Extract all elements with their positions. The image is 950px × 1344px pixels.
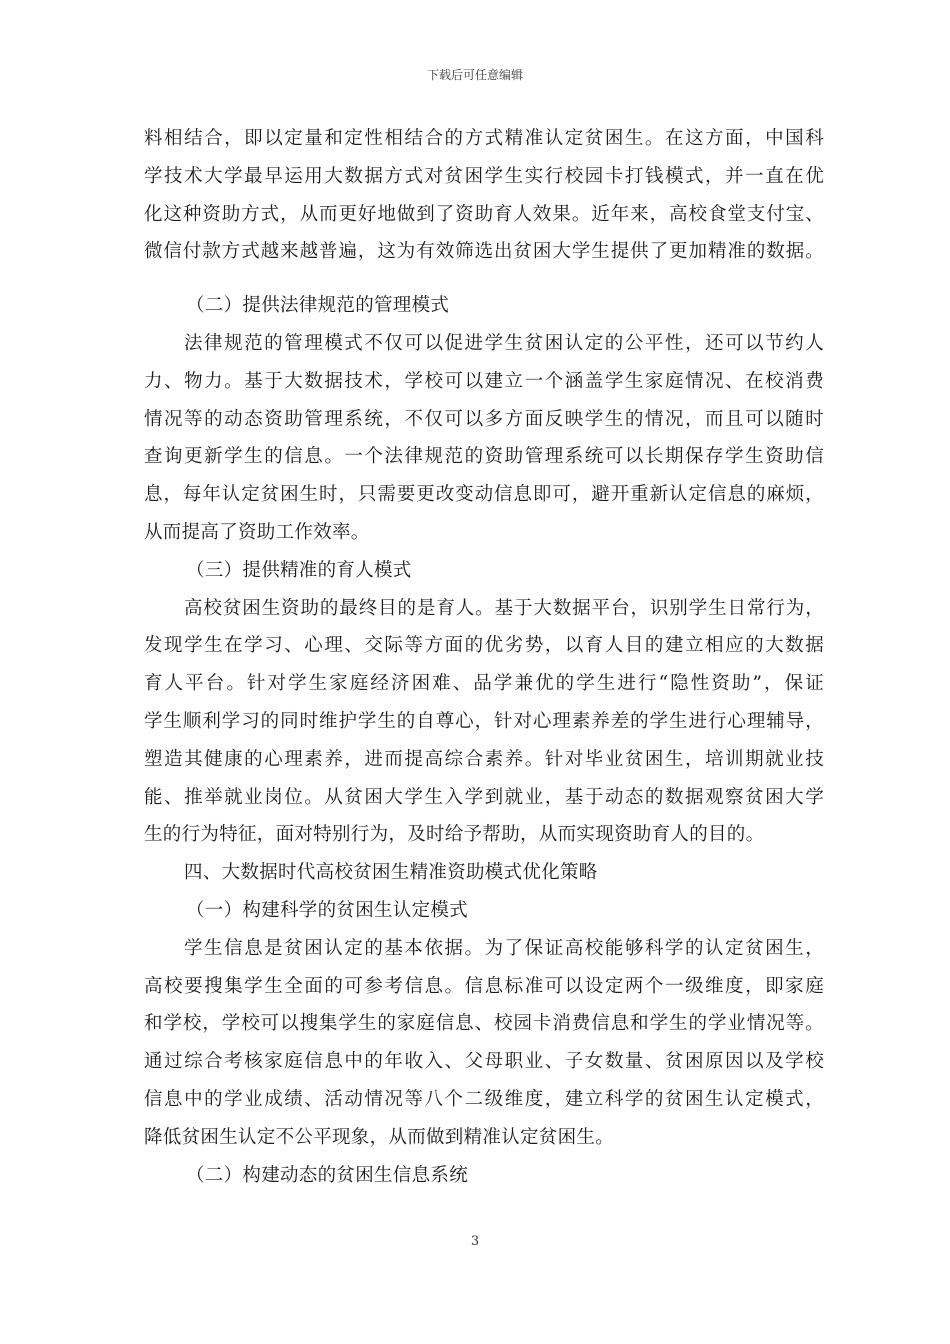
section-heading: （二）提供法律规范的管理模式 [186,295,450,317]
paragraph-line: 查询更新学生的信息。一个法律规范的资助管理系统可以长期保存学生资助信 [144,446,824,468]
paragraph-line: 塑造其健康的心理素养，进而提高综合素养。针对毕业贫困生，培训期就业技 [144,748,824,770]
paragraph-line: 学生顺利学习的同时维护学生的自尊心，针对心理素养差的学生进行心理辅导， [144,710,824,732]
paragraph-line: 生的行为特征，面对特别行为，及时给予帮助，从而实现资助育人的目的。 [144,824,765,846]
section-heading: （三）提供精准的育人模式 [186,559,412,581]
paragraph-gap [144,271,824,287]
document-body [144,120,824,1194]
section-heading: 四、大数据时代高校贫困生精准资助模式优化策略 [184,862,598,884]
paragraph-line: 从而提高了资助工作效率。 [144,521,370,543]
page-number: 3 [470,1234,480,1249]
paragraph-line: 能、推举就业岗位。从贫困大学生入学到就业，基于动态的数据观察贫困大学 [144,786,824,808]
section-heading: （一）构建科学的贫困生认定模式 [186,899,469,921]
page-header: 下载后可任意编辑 [426,68,523,82]
paragraph-line: 高校要搜集学生全面的可参考信息。信息标准可以设定两个一级维度，即家庭 [144,975,824,997]
paragraph-line: 情况等的动态资助管理系统，不仅可以多方面反映学生的情况，而且可以随时 [144,408,824,430]
section-heading: （二）构建动态的贫困生信息系统 [186,1164,469,1186]
paragraph-line: 法律规范的管理模式不仅可以促进学生贫困认定的公平性，还可以节约人 [184,332,824,354]
paragraph-line: 学技术大学最早运用大数据方式对贫困学生实行校园卡打钱模式，并一直在优 [144,165,824,187]
paragraph-line: 发现学生在学习、心理、交际等方面的优劣势，以育人目的建立相应的大数据 [144,635,824,657]
paragraph-line: 息，每年认定贫困生时，只需要更改变动信息即可，避开重新认定信息的麻烦， [144,484,824,506]
paragraph-line: 料相结合，即以定量和定性相结合的方式精准认定贫困生。在这方面，中国科 [144,128,824,149]
paragraph-line: 高校贫困生资助的最终目的是育人。基于大数据平台，识别学生日常行为， [184,597,824,619]
paragraph-line: 通过综合考核家庭信息中的年收入、父母职业、子女数量、贫困原因以及学校 [144,1051,824,1073]
paragraph-line: 降低贫困生认定不公平现象，从而做到精准认定贫困生。 [144,1126,615,1148]
paragraph-line: 学生信息是贫困认定的基本依据。为了保证高校能够科学的认定贫困生， [184,937,824,959]
paragraph-line: 化这种资助方式，从而更好地做到了资助育人效果。近年来，高校食堂支付宝、 [144,203,824,225]
paragraph-line: 育人平台。针对学生家庭经济困难、品学兼优的学生进行“隐性资助”，保证 [144,673,824,695]
paragraph-line: 微信付款方式越来越普遍，这为有效筛选出贫困大学生提供了更加精准的数据。 [144,241,824,263]
paragraph-line: 和学校，学校可以搜集学生的家庭信息、校园卡消费信息和学生的学业情况等。 [144,1013,824,1035]
paragraph-line: 力、物力。基于大数据技术，学校可以建立一个涵盖学生家庭情况、在校消费 [144,370,824,392]
paragraph-line: 信息中的学业成绩、活动情况等八个二级维度，建立科学的贫困生认定模式， [144,1088,824,1110]
